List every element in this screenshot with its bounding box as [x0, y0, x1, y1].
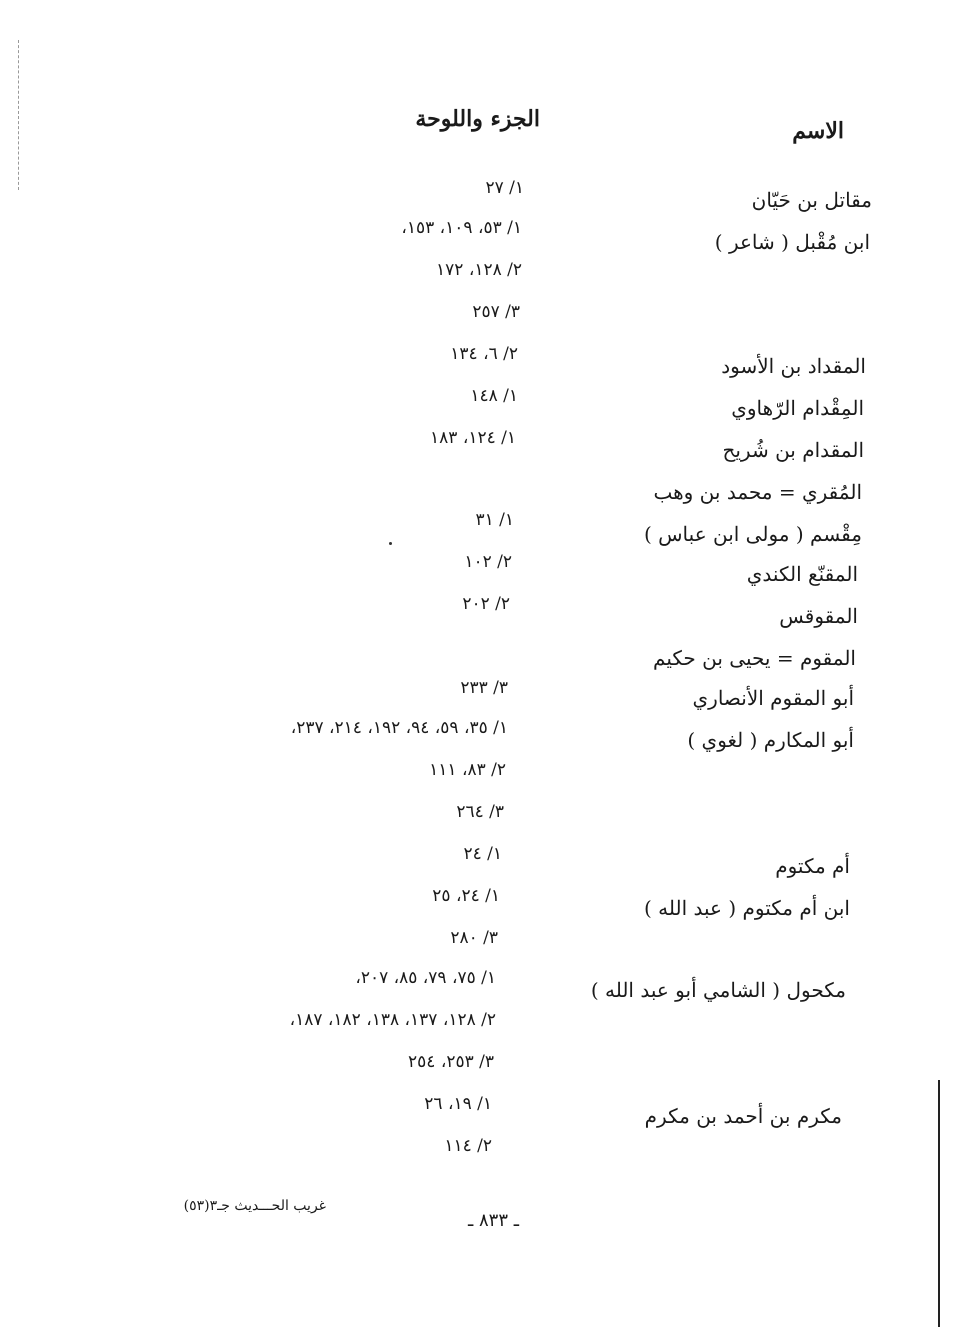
reference-entry: ١/ ٣١ [475, 510, 514, 530]
reference-entry: ٢/ ١١٤ [444, 1136, 492, 1156]
name-entry: أبو المقوم الأنصاري [692, 686, 854, 710]
name-entry: أبو المكارم ( لغوي ) [687, 728, 854, 752]
reference-entry: ٢/ ١٢٨، ١٧٢ [436, 260, 522, 280]
name-entry: المقوم = يحيى بن حكيم [653, 646, 856, 670]
ink-speck [389, 542, 392, 545]
name-entry: المقدام بن شُريح [722, 438, 864, 462]
name-entry: المقوقس [779, 604, 858, 628]
reference-entry: ١/ ١٢٤، ١٨٣ [430, 428, 516, 448]
reference-entry: ٢/ ٨٣، ١١١ [429, 760, 506, 780]
reference-entry: ٣/ ٢٣٣ [460, 678, 508, 698]
reference-entry: ٢/ ١٢٨، ١٣٧، ١٣٨، ١٨٢، ١٨٧، [289, 1010, 496, 1030]
name-entry: المُقري = محمد بن وهب [653, 480, 862, 504]
page-number: ـ ٨٣٣ ـ [468, 1210, 520, 1231]
scan-edge-right [938, 1080, 940, 1327]
name-entry: أم مكتوم [775, 854, 850, 878]
name-entry: ابن أم مكتوم ( عبد الله ) [643, 896, 850, 920]
name-column-header: الاسم [792, 118, 844, 144]
name-entry: ابن مُقْبل ( شاعر ) [714, 230, 870, 254]
reference-entry: ١/ ٣٥، ٥٩، ٩٤، ١٩٢، ٢١٤، ٢٣٧، [290, 718, 508, 738]
reference-entry: ١/ ٥٣، ١٠٩، ١٥٣، [401, 218, 522, 238]
reference-entry: ٣/ ٢٦٤ [456, 802, 504, 822]
reference-entry: ١/ ٢٧ [485, 178, 524, 198]
reference-entry: ١/ ٢٤ [463, 844, 502, 864]
name-entry: المقنّع الكندي [746, 562, 858, 586]
name-entry: مقاتل بن حَيّان [751, 188, 872, 212]
reference-entry: ٢/ ٦، ١٣٤ [450, 344, 518, 364]
name-entry: المقداد بن الأسود [721, 354, 866, 378]
reference-entry: ١/ ٧٥، ٧٩، ٨٥، ٢٠٧، [355, 968, 496, 988]
reference-entry: ١/ ١٩، ٢٦ [424, 1094, 492, 1114]
reference-entry: ١/ ١٤٨ [470, 386, 518, 406]
name-entry: مِقْسم ( مولى ابن عباس ) [643, 522, 862, 546]
scan-edge-left [18, 40, 19, 190]
reference-entry: ٣/ ٢٥٣، ٢٥٤ [408, 1052, 494, 1072]
name-entry: مكرم بن أحمد بن مكرم [644, 1104, 842, 1128]
reference-column-header: الجزء واللوحة [415, 106, 540, 132]
reference-entry: ٢/ ٢٠٢ [462, 594, 510, 614]
reference-entry: ٣/ ٢٥٧ [472, 302, 520, 322]
name-entry: مكحول ( الشامي أبو عبد الله ) [590, 978, 846, 1002]
name-entry: المِقْدام الرّهاوي [731, 396, 864, 420]
reference-entry: ١/ ٢٤، ٢٥ [432, 886, 500, 906]
running-footer-title: غريب الحـــديث جـ٣(٥٣) [183, 1198, 326, 1214]
reference-entry: ٣/ ٢٨٠ [450, 928, 498, 948]
reference-entry: ٢/ ١٠٢ [464, 552, 512, 572]
